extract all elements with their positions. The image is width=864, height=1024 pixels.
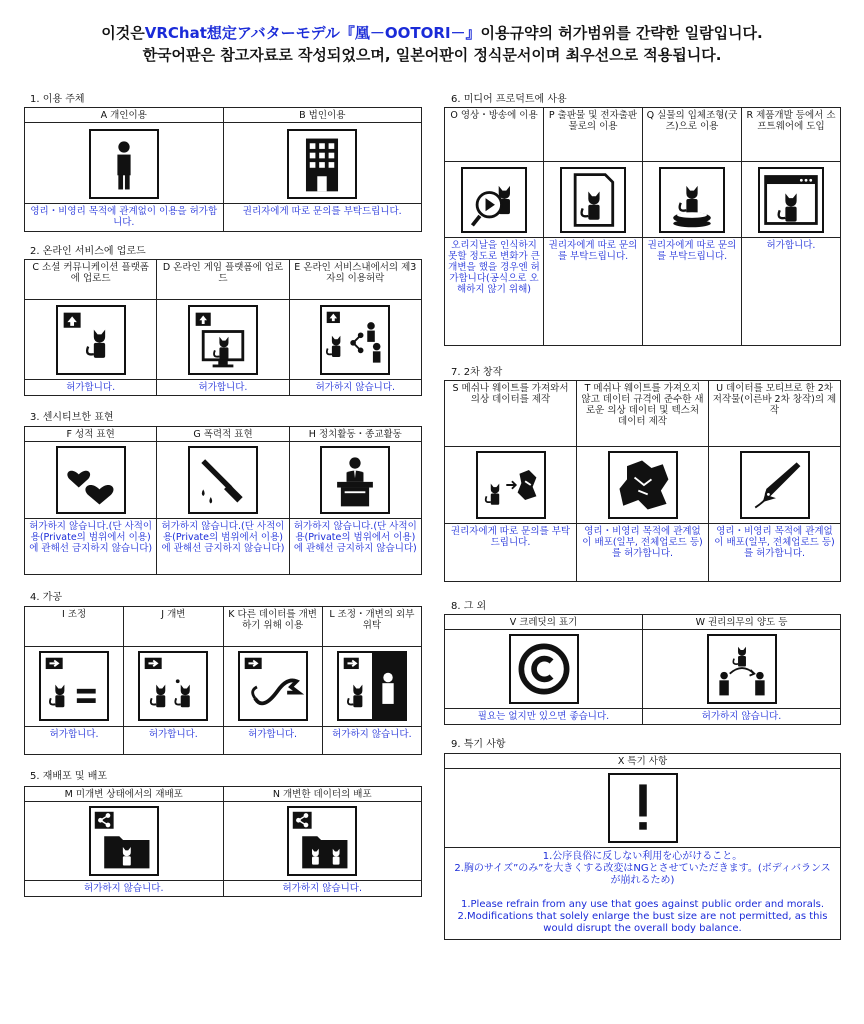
figure-icon (659, 167, 725, 233)
modify-icon (138, 651, 208, 721)
item-b-label: B 법인이용 (223, 108, 422, 123)
upload-avatar-icon (56, 305, 126, 375)
publication-icon (560, 167, 626, 233)
item-m-label: M 미개변 상태에서의 재배포 (25, 787, 224, 802)
item-q-label: Q 실물의 입체조형(굿즈)으로 이용 (643, 108, 742, 162)
item-b-status: 권리자에게 따로 문의를 부탁드립니다. (223, 204, 422, 232)
item-m-status: 허가하지 않습니다. (25, 881, 224, 897)
title-line1-a: 이것은 (101, 24, 145, 42)
section-3-title: 3. 센시티브한 표현 (30, 412, 114, 423)
note-ja-1: 1.公序良俗に反しない利用を心がけること。 (542, 851, 743, 862)
item-s-status: 권리자에게 따로 문의를 부탁드립니다. (445, 524, 577, 582)
building-icon (287, 129, 357, 199)
item-x-note (445, 848, 841, 940)
section-5-table (24, 786, 422, 897)
item-n-status: 허가하지 않습니다. (223, 881, 422, 897)
title-line1-c: 이용규약의 허가범위를 간략한 일람입니다. (480, 24, 763, 42)
item-d-status: 허가합니다. (157, 380, 289, 396)
note-ja-2: 2.胸のサイズ”のみ”を大きくする改変はNGとさせていただきます。(ボディバランスが崩れるため) (454, 863, 831, 886)
item-k-status: 허가합니다. (223, 727, 322, 755)
title-line2: 한국어판은 참고자료로 작성되었으며, 일본어판이 정식문서이며 최우선으로 적용됩니다. (142, 46, 722, 64)
tail-icon (238, 651, 308, 721)
item-p-status: 권리자에게 따로 문의를 부탁드립니다. (544, 238, 643, 346)
item-j-status: 허가합니다. (124, 727, 223, 755)
section-2-table (24, 259, 422, 396)
page-title (0, 22, 864, 66)
podium-icon (320, 446, 390, 514)
item-t-status: 영리・비영리 목적에 관계없이 배포(일부, 전체업로드 등)를 허가합니다. (577, 524, 709, 582)
video-icon (461, 167, 527, 233)
item-g-status: 허가하지 않습니다.(단 사적이용(Private의 범위에서 이용)에 관해선 금지하지 않습니다) (157, 519, 289, 575)
item-a-label: A 개인이용 (25, 108, 224, 123)
person-icon (89, 129, 159, 199)
item-a-status: 영리・비영리 목적에 관계없이 이용을 허가합니다. (25, 204, 224, 232)
section-6-table (444, 107, 841, 346)
note-en-1: 1.Please refrain from any use that goes against public order and morals. (460, 899, 825, 910)
item-o-label: O 영상・방송에 이용 (445, 108, 544, 162)
pen-icon (740, 451, 810, 519)
item-h-label: H 정치활동・종교활동 (289, 427, 421, 442)
section-1-title: 1. 이용 주체 (30, 94, 85, 105)
item-s-label: S 메쉬나 웨이트를 가져와서 의상 데이터를 제작 (445, 381, 577, 447)
knife-icon (188, 446, 258, 514)
item-i-label: I 조정 (25, 607, 124, 647)
item-h-status: 허가하지 않습니다.(단 사적이용(Private의 범위에서 이용)에 관해선 금지하지 않습니다) (289, 519, 421, 575)
item-j-label: J 개변 (124, 607, 223, 647)
section-7-table (444, 380, 841, 582)
item-w-status: 허가하지 않습니다. (643, 709, 841, 725)
item-p-label: P 출판물 및 전자출판물로의 이용 (544, 108, 643, 162)
section-4-title: 4. 가공 (30, 592, 63, 603)
share-modified-icon (287, 806, 357, 876)
item-v-label: V 크레딧의 표기 (445, 615, 643, 630)
section-4-table (24, 606, 422, 755)
item-f-status: 허가하지 않습니다.(단 사적이용(Private의 범위에서 이용)에 관해선 금지하지 않습니다) (25, 519, 157, 575)
section-2-title: 2. 온라인 서비스에 업로드 (30, 246, 146, 257)
item-r-label: R 제품개발 등에서 소프트웨어에 도입 (742, 108, 841, 162)
exclamation-icon (608, 773, 678, 843)
section-3-table (24, 426, 422, 575)
item-t-label: T 메쉬나 웨이트를 가져오지 않고 데이터 규격에 준수한 새로운 의상 데이터 및 텍스처 데이터 제작 (577, 381, 709, 447)
item-l-status: 허가하지 않습니다. (322, 727, 421, 755)
item-e-status: 허가하지 않습니다. (289, 380, 421, 396)
upload-monitor-icon (188, 305, 258, 375)
note-en-2: 2.Modifications that solely enlarge the bust size are not permitted, as this would disrupt the overall body balance. (457, 911, 828, 934)
item-u-status: 영리・비영리 목적에 관계없이 배포(일부, 전체업로드 등)를 허가합니다. (709, 524, 841, 582)
item-q-status: 권리자에게 따로 문의를 부탁드립니다. (643, 238, 742, 346)
item-e-label: E 온라인 서비스내에서의 제3자의 이용허락 (289, 260, 421, 300)
clothes-extract-icon (476, 451, 546, 519)
share-third-party-icon (320, 305, 390, 375)
item-f-label: F 성적 표현 (25, 427, 157, 442)
software-icon (758, 167, 824, 233)
item-w-label: W 권리의무의 양도 등 (643, 615, 841, 630)
item-c-label: C 소셜 커뮤니케이션 플랫폼에 업로드 (25, 260, 157, 300)
section-7-title: 7. 2차 창작 (451, 367, 503, 378)
copyright-icon (509, 634, 579, 704)
section-8-title: 8. 그 외 (451, 601, 487, 612)
item-u-label: U 데이터를 모티브로 한 2차 저작물(이른바 2차 창작)의 제작 (709, 381, 841, 447)
transfer-icon (707, 634, 777, 704)
adjust-icon (39, 651, 109, 721)
item-c-status: 허가합니다. (25, 380, 157, 396)
section-6-title: 6. 미디어 프로덕트에 사용 (451, 94, 567, 105)
item-l-label: L 조정・개변의 외부위탁 (322, 607, 421, 647)
hearts-icon (56, 446, 126, 514)
item-x-label: X 특기 사항 (445, 754, 841, 769)
outsource-icon (337, 651, 407, 721)
item-v-status: 필요는 없지만 있으면 좋습니다. (445, 709, 643, 725)
section-8-table (444, 614, 841, 725)
share-folder-icon (89, 806, 159, 876)
item-o-status: 오리지날을 인식하지 못할 정도로 변화가 큰 개변을 했을 경우엔 허가합니다(공식으로 오해하지 않기 위해) (445, 238, 544, 346)
item-k-label: K 다른 데이터를 개변하기 위해 이용 (223, 607, 322, 647)
item-i-status: 허가합니다. (25, 727, 124, 755)
section-9-title: 9. 특기 사항 (451, 739, 506, 750)
clothes-icon (608, 451, 678, 519)
section-1-table (24, 107, 422, 232)
item-g-label: G 폭력적 표현 (157, 427, 289, 442)
title-line1-product: VRChat想定アバターモデル『凰－OOTORI－』 (144, 24, 481, 42)
item-d-label: D 온라인 게임 플랫폼에 업로드 (157, 260, 289, 300)
section-5-title: 5. 재배포 및 배포 (30, 771, 108, 782)
item-n-label: N 개변한 데이터의 배포 (223, 787, 422, 802)
item-r-status: 허가합니다. (742, 238, 841, 346)
section-9-table (444, 753, 841, 940)
